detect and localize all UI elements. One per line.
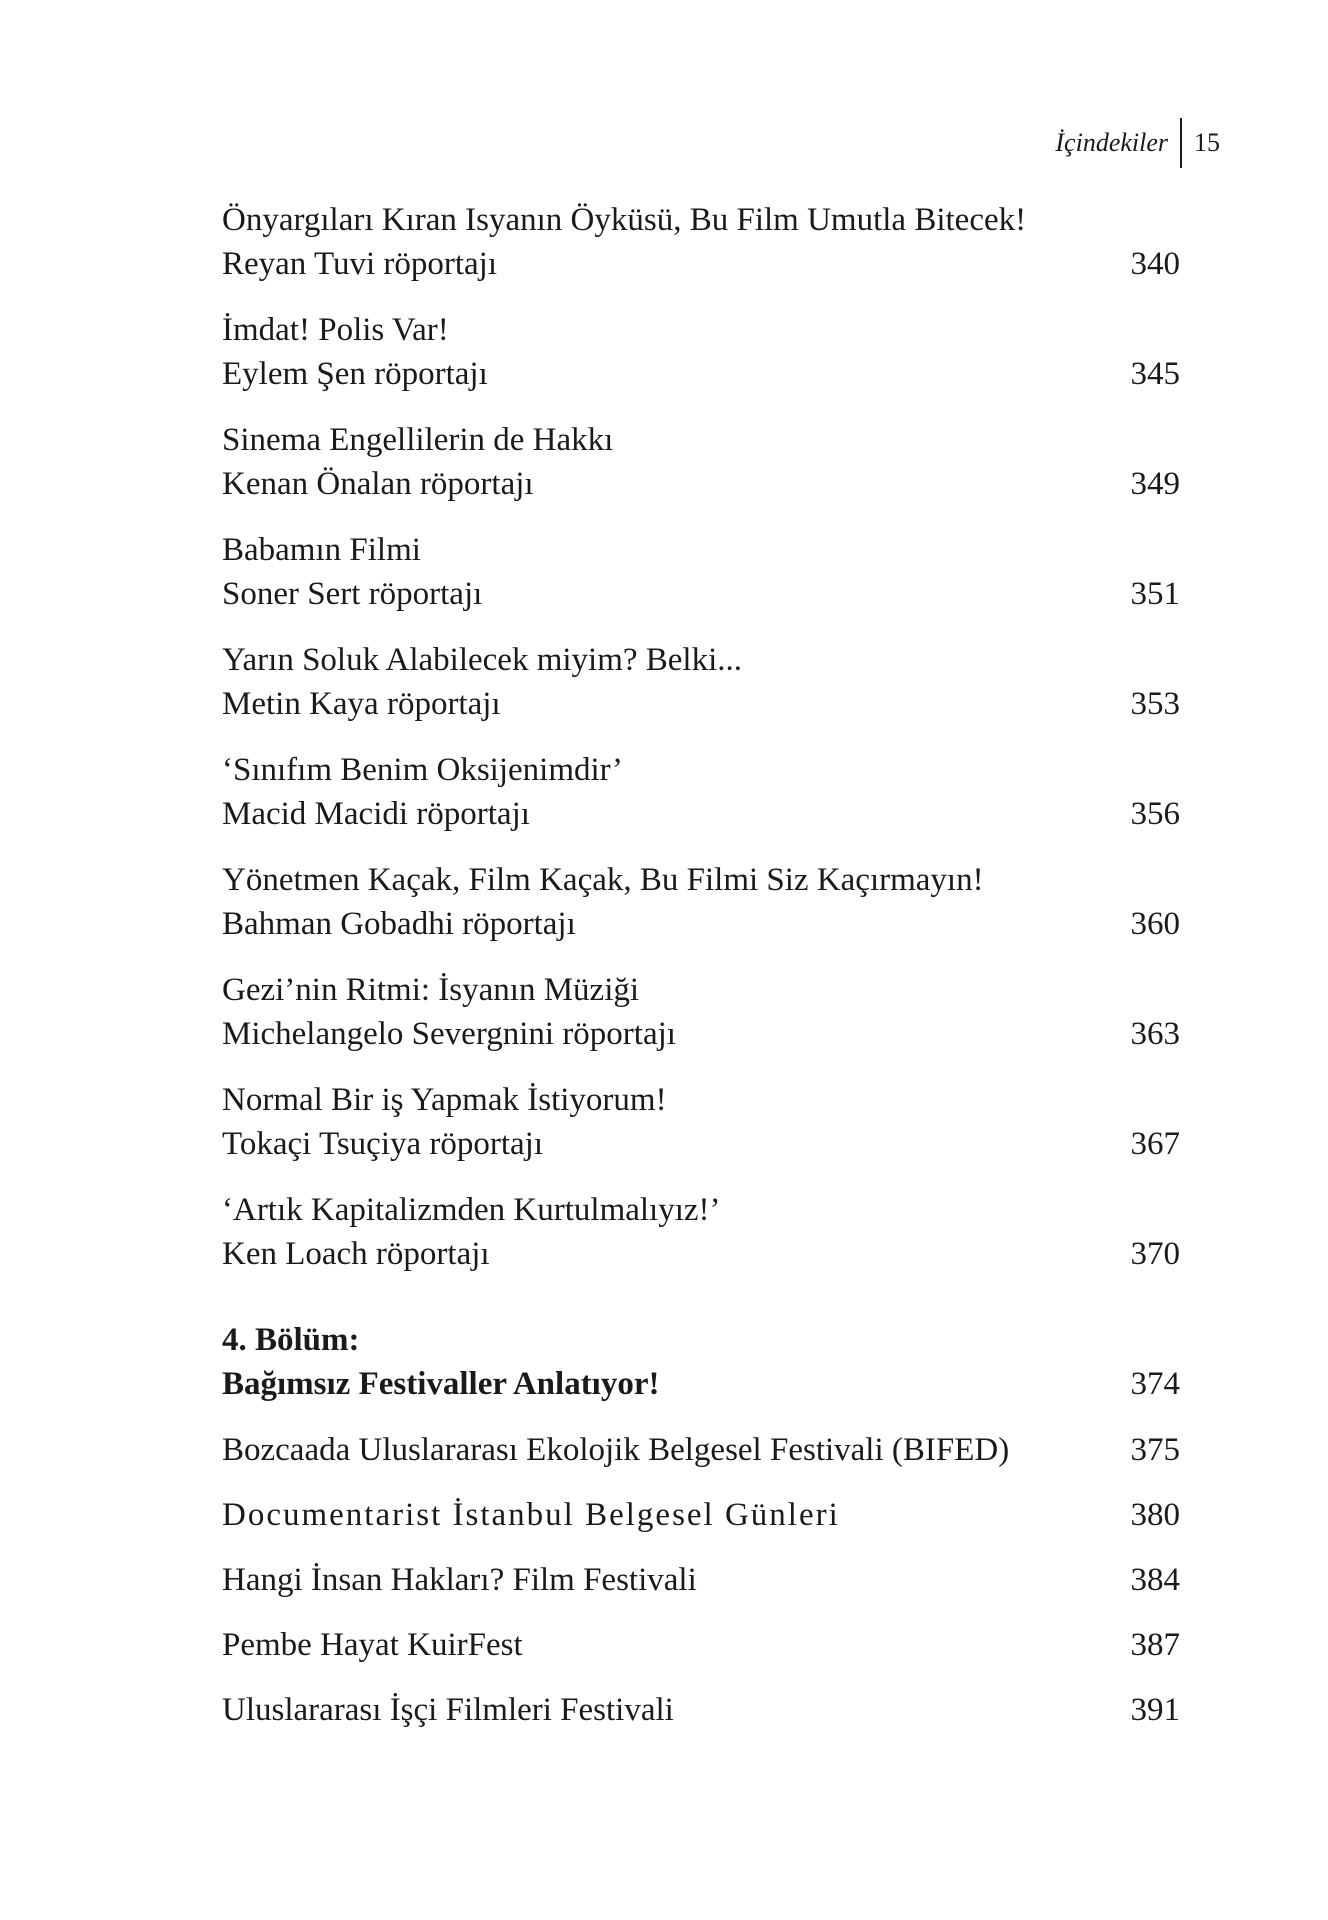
entry-author: Ken Loach röportajı [222, 1236, 490, 1272]
festival-title: Uluslararası İşçi Filmleri Festivali [222, 1692, 674, 1728]
toc-entry [222, 1078, 1180, 1166]
table-of-contents [222, 198, 1180, 1753]
entry-author: Soner Sert röportajı [222, 576, 483, 612]
festival-page: 375 [1130, 1432, 1180, 1468]
entry-title: İmdat! Polis Var! [222, 312, 449, 348]
festival-title: Documentarist İstanbul Belgesel Günleri [222, 1497, 840, 1533]
entry-author: Eylem Şen röportajı [222, 356, 488, 392]
festival-entry [222, 1688, 1180, 1732]
entry-title: Gezi’nin Ritmi: İsyanın Müziği [222, 972, 640, 1008]
entry-title: Yarın Soluk Alabilecek miyim? Belki... [222, 642, 743, 678]
entry-author: Metin Kaya röportajı [222, 686, 501, 722]
festival-entry [222, 1558, 1180, 1602]
entry-page: 356 [1130, 796, 1180, 832]
toc-entry [222, 418, 1180, 506]
entry-title: Babamın Filmi [222, 532, 421, 568]
toc-entry [222, 1188, 1180, 1276]
entry-page: 363 [1130, 1016, 1180, 1052]
festival-title: Pembe Hayat KuirFest [222, 1627, 523, 1663]
festival-entry [222, 1623, 1180, 1667]
entry-page: 367 [1130, 1126, 1180, 1162]
entry-author: Michelangelo Severgnini röportajı [222, 1016, 676, 1052]
festival-entry [222, 1428, 1180, 1472]
festival-page: 387 [1130, 1627, 1180, 1663]
entry-author: Kenan Önalan röportajı [222, 466, 534, 502]
chapter-heading [222, 1318, 1180, 1406]
festival-entry [222, 1493, 1180, 1537]
entry-title: ‘Artık Kapitalizmden Kurtulmalıyız!’ [222, 1192, 721, 1228]
entry-title: Sinema Engellilerin de Hakkı [222, 422, 614, 458]
entry-title: ‘Sınıfım Benim Oksijenimdir’ [222, 752, 623, 788]
entry-author: Macid Macidi röportajı [222, 796, 530, 832]
entry-title: Önyargıları Kıran Isyanın Öyküsü, Bu Film Umutla Bitecek! [222, 202, 1027, 238]
chapter-page: 374 [1130, 1366, 1180, 1402]
festival-title: Bozcaada Uluslararası Ekolojik Belgesel Festivali (BIFED) [222, 1432, 1010, 1468]
entry-page: 349 [1130, 466, 1180, 502]
entry-page: 360 [1130, 906, 1180, 942]
chapter-label: 4. Bölüm: [222, 1322, 360, 1358]
entry-author: Tokaçi Tsuçiya röportajı [222, 1126, 544, 1162]
chapter-title: Bağımsız Festivaller Anlatıyor! [222, 1366, 660, 1402]
running-header [1055, 118, 1220, 168]
festival-title: Hangi İnsan Hakları? Film Festivali [222, 1562, 697, 1598]
entry-title: Yönetmen Kaçak, Film Kaçak, Bu Filmi Siz Kaçırmayın! [222, 862, 984, 898]
entry-author: Reyan Tuvi röportajı [222, 246, 498, 282]
toc-entry [222, 968, 1180, 1056]
festival-page: 384 [1130, 1562, 1180, 1598]
toc-entry [222, 638, 1180, 726]
toc-entry [222, 748, 1180, 836]
festival-page: 380 [1130, 1497, 1180, 1533]
entry-title: Normal Bir iş Yapmak İstiyorum! [222, 1082, 667, 1118]
entry-page: 351 [1130, 576, 1180, 612]
entry-page: 340 [1130, 246, 1180, 282]
section-title: İçindekiler [1055, 128, 1168, 157]
entry-page: 345 [1130, 356, 1180, 392]
entry-page: 370 [1130, 1236, 1180, 1272]
toc-entry [222, 858, 1180, 946]
page-number: 15 [1194, 128, 1220, 157]
festival-page: 391 [1130, 1692, 1180, 1728]
toc-entry [222, 528, 1180, 616]
toc-entry [222, 198, 1180, 286]
toc-entry [222, 308, 1180, 396]
entry-page: 353 [1130, 686, 1180, 722]
entry-author: Bahman Gobadhi röportajı [222, 906, 576, 942]
